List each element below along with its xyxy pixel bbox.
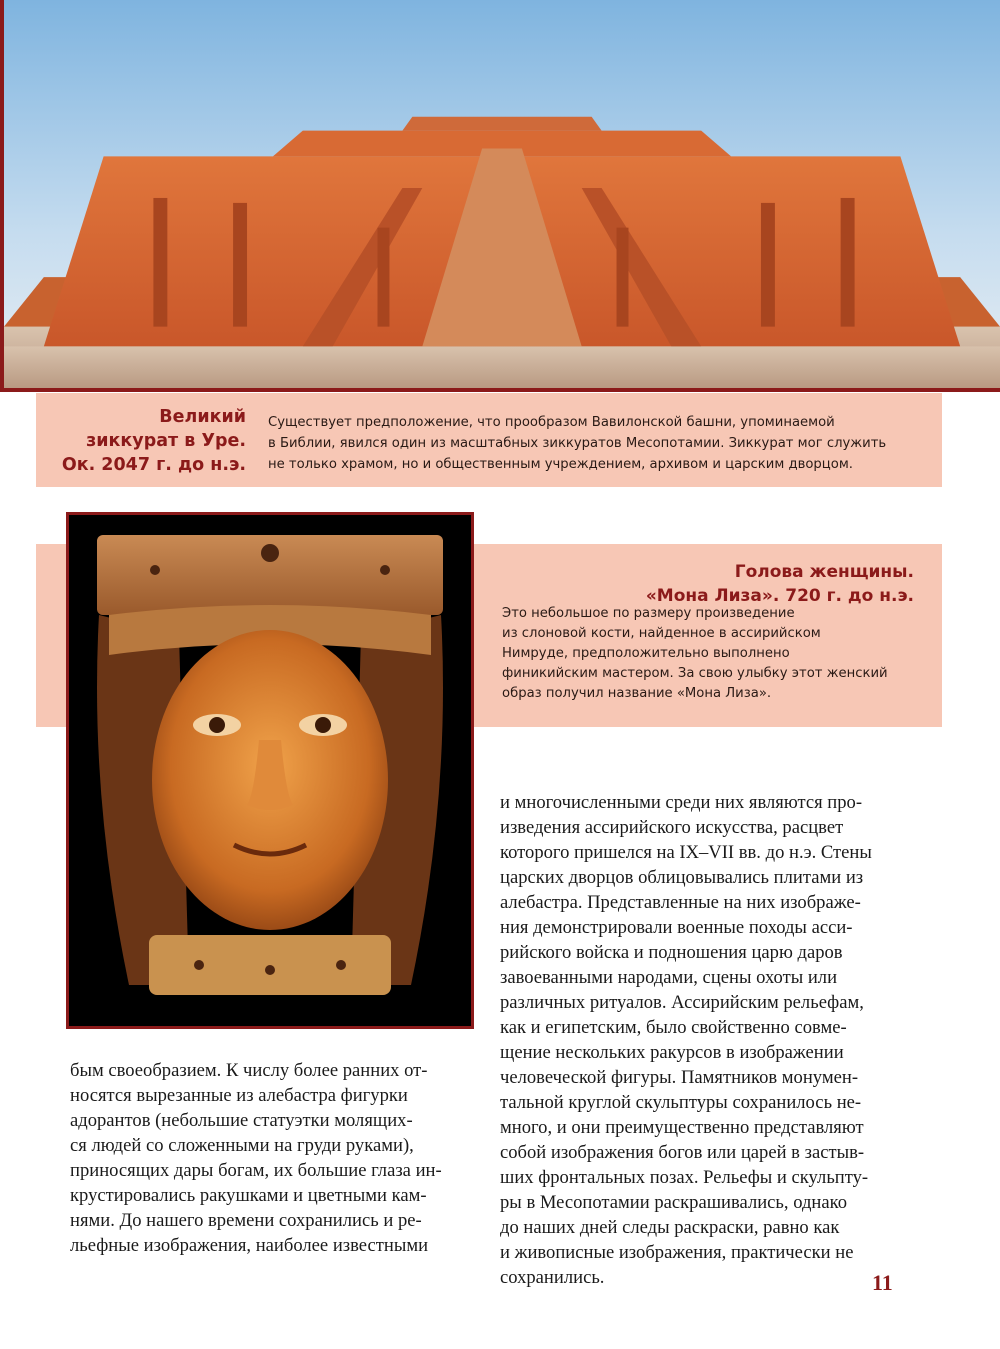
body-line: носятся вырезанные из алебастра фигурки (70, 1085, 408, 1106)
caption-title-line: зиккурат в Уре. (86, 431, 246, 451)
ziggurat-photo (0, 0, 1000, 392)
caption-text-line: в Библии, явился один из масштабных зиккуратов Месопотамии. Зиккурат мог служить (268, 436, 887, 451)
body-text-right (500, 790, 910, 1290)
mona-lisa-head-photo (66, 512, 474, 1029)
body-line: приносящих дары богам, их большие глаза ин- (70, 1160, 442, 1181)
body-line: собой изображения богов или царей в застыв- (500, 1142, 865, 1163)
body-line: изведения ассирийского искусства, расцвет (500, 817, 844, 838)
ziggurat-caption-title (36, 405, 246, 477)
body-line: которого пришелся на IX–VII вв. до н.э. Стены (500, 842, 872, 863)
body-line: ся людей со сложенными на груди руками), (70, 1135, 414, 1156)
body-line: льефные изображения, наиболее известными (70, 1235, 429, 1256)
caption-text-line: не только храмом, но и общественным учреждением, архивом и царским дворцом. (268, 457, 853, 472)
caption-text-line: Существует предположение, что прообразом Вавилонской башни, упоминаемой (268, 415, 835, 430)
ziggurat-illustration (4, 0, 1000, 388)
caption-text-line: Это небольшое по размеру произведение (502, 606, 795, 621)
body-line: алебастра. Представленные на них изображе- (500, 892, 861, 913)
body-line: различных ритуалов. Ассирийским рельефам, (500, 992, 864, 1013)
body-line: завоеванными народами, сцены охоты или (500, 967, 838, 988)
body-line: и многочисленными среди них являются про- (500, 792, 863, 813)
caption-title-line: Великий (159, 407, 246, 427)
body-text-left (70, 1058, 478, 1258)
body-line: человеческой фигуры. Памятников монумен- (500, 1067, 859, 1088)
body-line: ры в Месопотамии раскрашивались, однако (500, 1192, 848, 1213)
body-line: ния демонстрировали военные походы асси- (500, 917, 853, 938)
caption-text-line: из слоновой кости, найденное в ассирийском (502, 626, 821, 641)
body-line: адорантов (небольшие статуэтки молящих- (70, 1110, 413, 1131)
body-line: тальной круглой скульптуры сохранилось не- (500, 1092, 862, 1113)
body-line: щение нескольких ракурсов в изображении (500, 1042, 844, 1063)
caption-text-line: Нимруде, предположительно выполнено (502, 646, 790, 661)
body-line: много, и они преимущественно представляют (500, 1117, 864, 1138)
ziggurat-caption-text (268, 412, 928, 475)
body-line: как и египетским, было свойственно совме- (500, 1017, 847, 1038)
ivory-head-illustration (69, 515, 471, 1026)
body-line: до наших дней следы раскраски, равно как (500, 1217, 840, 1238)
body-line: рийского войска и подношения царю даров (500, 942, 843, 963)
body-line: и живописные изображения, практически не (500, 1242, 854, 1263)
body-line: бым своеобразием. К числу более ранних от- (70, 1060, 428, 1081)
caption-text-line: образ получил название «Мона Лиза». (502, 686, 772, 701)
body-line: ших фронтальных позах. Рельефы и скульпту- (500, 1167, 869, 1188)
head-caption-title (480, 560, 914, 608)
caption-text-line: финикийским мастером. За свою улыбку этот женский (502, 666, 888, 681)
caption-title-line: Ок. 2047 г. до н.э. (61, 455, 246, 475)
body-line: сохранились. (500, 1267, 605, 1288)
caption-title-line: «Мона Лиза». 720 г. до н.э. (645, 586, 914, 606)
body-line: крустировались ракушками и цветными кам- (70, 1185, 427, 1206)
body-line: царских дворцов облицовывались плитами из (500, 867, 864, 888)
head-caption-text (502, 604, 922, 704)
page-number: 11 (872, 1270, 893, 1295)
caption-title-line: Голова женщины. (734, 562, 914, 582)
body-line: нями. До нашего времени сохранились и ре- (70, 1210, 422, 1231)
